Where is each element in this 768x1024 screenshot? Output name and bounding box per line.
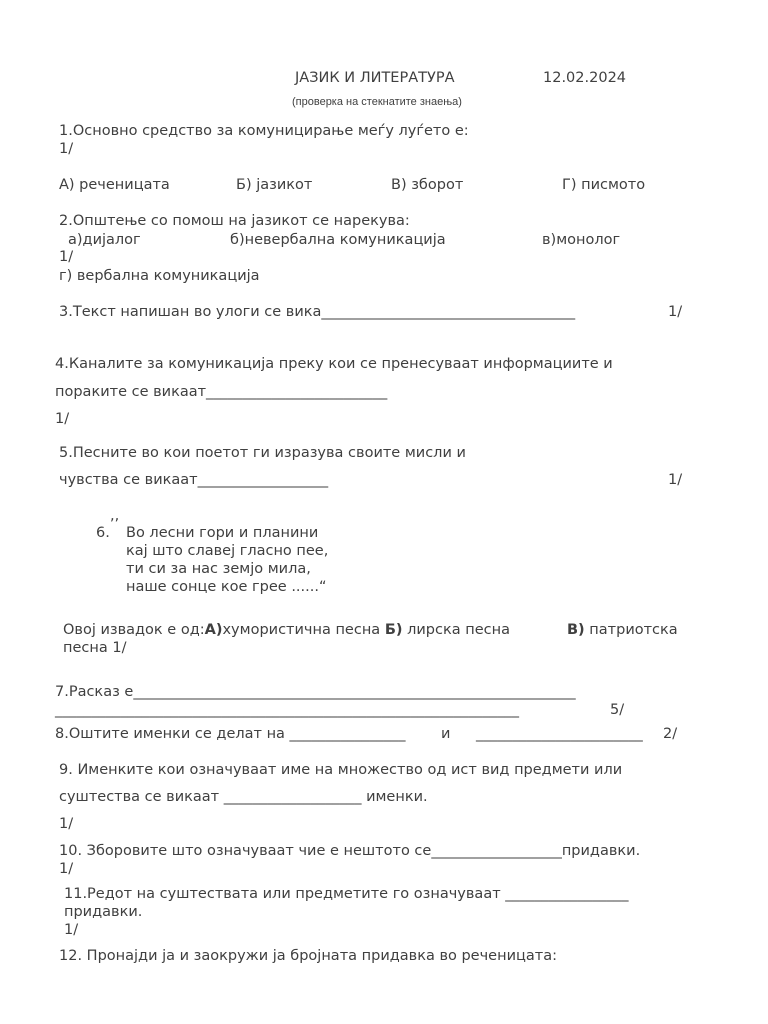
question-1-option-v: В) зборот (391, 177, 464, 193)
question-2-option-v: в)монолог (542, 232, 621, 248)
question-10-text: 10. Зборовите што означуваат чие е нештото се__________________придавки. (59, 843, 641, 859)
question-8-points: 2/ (663, 726, 678, 742)
question-1-option-b: Б) јазикот (236, 177, 313, 193)
question-5-points: 1/ (668, 472, 683, 488)
question-7-line1: 7.Расказ е_____________________________________________________________ (55, 684, 576, 700)
question-4-points: 1/ (55, 411, 70, 427)
question-7-line2: ________________________________________________________________ (55, 702, 519, 718)
question-1-points: 1/ (59, 141, 74, 157)
question-4-line1: 4.Каналите за комуникација преку кои се пренесуваат информациите и (55, 356, 613, 372)
question-8-conjunction: и (441, 726, 451, 742)
question-6-line2: песна 1/ (63, 640, 127, 656)
question-6-option-v-label: В) (567, 622, 585, 638)
question-6-option-a: хумористична песна (222, 622, 381, 638)
question-1-option-a: А) реченицата (59, 177, 170, 193)
question-4-line2: пораките се викаат_________________________ (55, 384, 388, 400)
question-2-text: 2.Општење со помош на јазикот се нарекува: (59, 213, 410, 229)
question-6-option-a-label: А) (204, 622, 223, 638)
question-8-text: 8.Оштите именки се делат на ________________ (55, 726, 406, 742)
question-12-text: 12. Пронајди ја и заокружи ја бројната придавка во реченицата: (59, 948, 557, 964)
question-7-points: 5/ (610, 702, 625, 718)
question-1-option-g: Г) писмото (562, 177, 646, 193)
question-2-option-g: г) вербална комуникација (59, 268, 260, 284)
question-11-line2: придавки. (64, 904, 143, 920)
question-8-blank: _______________________ (476, 726, 643, 742)
question-5-line1: 5.Песните во кои поетот ги изразува своите мисли и (59, 445, 466, 461)
question-3-text: 3.Текст напишан во улоги се вика___________________________________ (59, 304, 576, 320)
question-9-points: 1/ (59, 816, 74, 832)
question-6-option-v: патриотска (589, 622, 678, 638)
question-2-option-a: а)дијалог (68, 232, 141, 248)
poem-verse: кај што славеј гласно пее, (126, 543, 329, 559)
quote-mark: ,, (110, 508, 120, 524)
poem-verse: ти си за нас земјо мила, (126, 561, 311, 577)
question-5-line2: чувства се викаат__________________ (59, 472, 329, 488)
question-6-number: 6. (96, 525, 110, 541)
question-6-option-b: лирска песна (407, 622, 510, 638)
question-9-line1: 9. Именките кои означуваат име на множество од ист вид предмети или (59, 762, 623, 778)
question-9-line2: суштества се викаат ___________________ именки. (59, 789, 428, 805)
question-3-points: 1/ (668, 304, 683, 320)
question-2-option-b: б)невербална комуникација (230, 232, 446, 248)
poem-verse: Во лесни гори и планини (126, 525, 319, 541)
question-11-line1: 11.Редот на суштествата или предметите го означуваат _________________ (64, 886, 629, 902)
page-subtitle: (проверка на стекнатите знаења) (292, 96, 462, 108)
test-date: 12.02.2024 (543, 70, 627, 86)
question-6-option-b-label: Б) (384, 622, 403, 638)
poem-verse: наше сонце кое грее ......“ (126, 579, 327, 595)
question-10-points: 1/ (59, 861, 74, 877)
page-title: ЈАЗИК И ЛИТЕРАТУРА (295, 70, 455, 86)
question-11-points: 1/ (64, 922, 79, 938)
question-6-option-v-wrap (567, 621, 678, 639)
question-6-options (63, 621, 510, 639)
question-2-points: 1/ (59, 249, 74, 265)
question-6-prefix: Овој извадок е од: (63, 622, 205, 638)
question-1-text: 1.Основно средство за комуницирање меѓу луѓето е: (59, 123, 469, 139)
